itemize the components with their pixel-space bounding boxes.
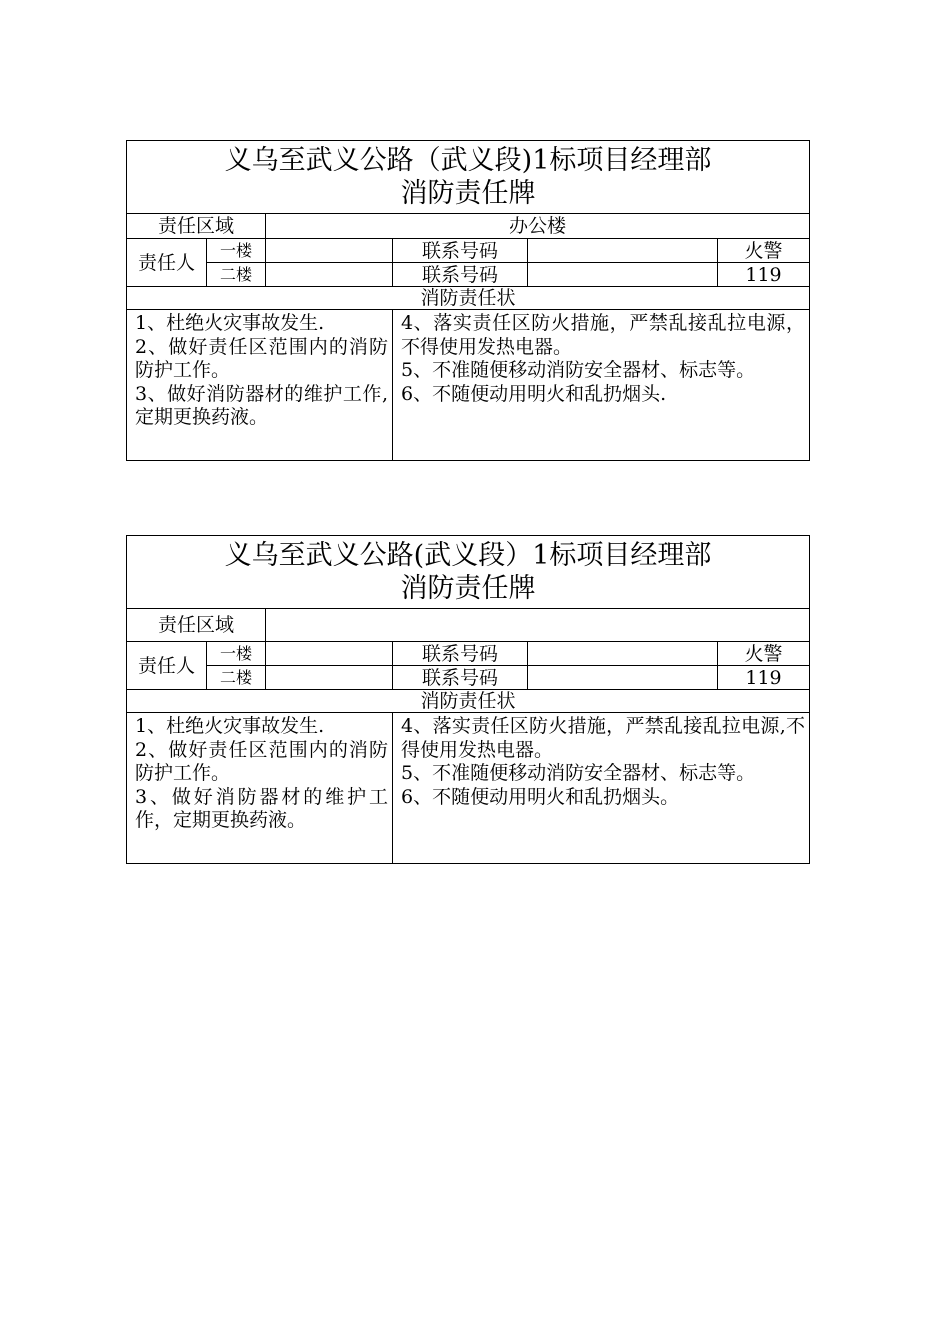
section-label: 消防责任状	[127, 287, 810, 310]
rule-5: 5、不准随便移动消防安全器材、标志等。	[401, 359, 756, 381]
contact-label-2: 联系号码	[393, 666, 528, 690]
rules-right	[393, 713, 810, 864]
rule-2: 2、做好责任区范围内的消防防护工作。	[135, 335, 388, 381]
rule-5: 5、不准随便移动消防安全器材、标志等。	[401, 762, 756, 784]
contact-label-2: 联系号码	[393, 263, 528, 287]
floor-1-label: 一楼	[207, 642, 266, 666]
floor-1-contact-value	[528, 239, 718, 263]
board-title-line-2: 消防责任牌	[400, 573, 536, 604]
person-label: 责任人	[127, 642, 207, 690]
rules-left	[127, 310, 393, 461]
area-label: 责任区域	[127, 214, 266, 239]
floor-2-person-value	[266, 263, 393, 287]
rule-3: 3、做好消防器材的维护工作,定期更换药液。	[135, 382, 388, 428]
rules-left	[127, 713, 393, 864]
rule-1: 1、杜绝火灾事故发生.	[135, 312, 325, 334]
fire-label: 火警	[718, 239, 810, 263]
floor-2-label: 二楼	[207, 666, 266, 690]
fire-number: 119	[718, 666, 810, 690]
rule-4: 4、落实责任区防火措施，严禁乱接乱拉电源，不得使用发热电器。	[401, 312, 806, 358]
person-label: 责任人	[127, 239, 207, 287]
floor-2-contact-value	[528, 263, 718, 287]
rule-4: 4、落实责任区防火措施，严禁乱接乱拉电源,不得使用发热电器。	[401, 715, 806, 761]
section-label: 消防责任状	[127, 690, 810, 713]
floor-1-person-value	[266, 642, 393, 666]
fire-responsibility-board-1	[126, 140, 810, 461]
rule-1: 1、杜绝火灾事故发生.	[135, 715, 325, 737]
floor-2-label: 二楼	[207, 263, 266, 287]
board-title-line-2: 消防责任牌	[400, 178, 536, 209]
rule-3: 3、做好消防器材的维护工作，定期更换药液。	[135, 785, 388, 831]
rule-6: 6、不随便动用明火和乱扔烟头。	[401, 785, 680, 808]
contact-label-1: 联系号码	[393, 642, 528, 666]
rule-2: 2、做好责任区范围内的消防防护工作。	[135, 738, 388, 784]
board-title-line-1: 义乌至武义公路(武义段）1标项目经理部	[224, 540, 712, 571]
fire-number: 119	[718, 263, 810, 287]
area-label: 责任区域	[127, 609, 266, 642]
board-title-line-1: 义乌至武义公路（武义段)1标项目经理部	[224, 145, 712, 176]
board-title	[127, 141, 810, 214]
rules-right	[393, 310, 810, 461]
area-value: 办公楼	[266, 214, 810, 239]
board-title	[127, 536, 810, 609]
contact-label-1: 联系号码	[393, 239, 528, 263]
floor-1-contact-value	[528, 642, 718, 666]
rule-6: 6、不随便动用明火和乱扔烟头.	[401, 382, 667, 405]
fire-responsibility-board-2	[126, 535, 810, 864]
area-value	[266, 609, 810, 642]
floor-2-person-value	[266, 666, 393, 690]
floor-1-label: 一楼	[207, 239, 266, 263]
fire-label: 火警	[718, 642, 810, 666]
floor-1-person-value	[266, 239, 393, 263]
floor-2-contact-value	[528, 666, 718, 690]
